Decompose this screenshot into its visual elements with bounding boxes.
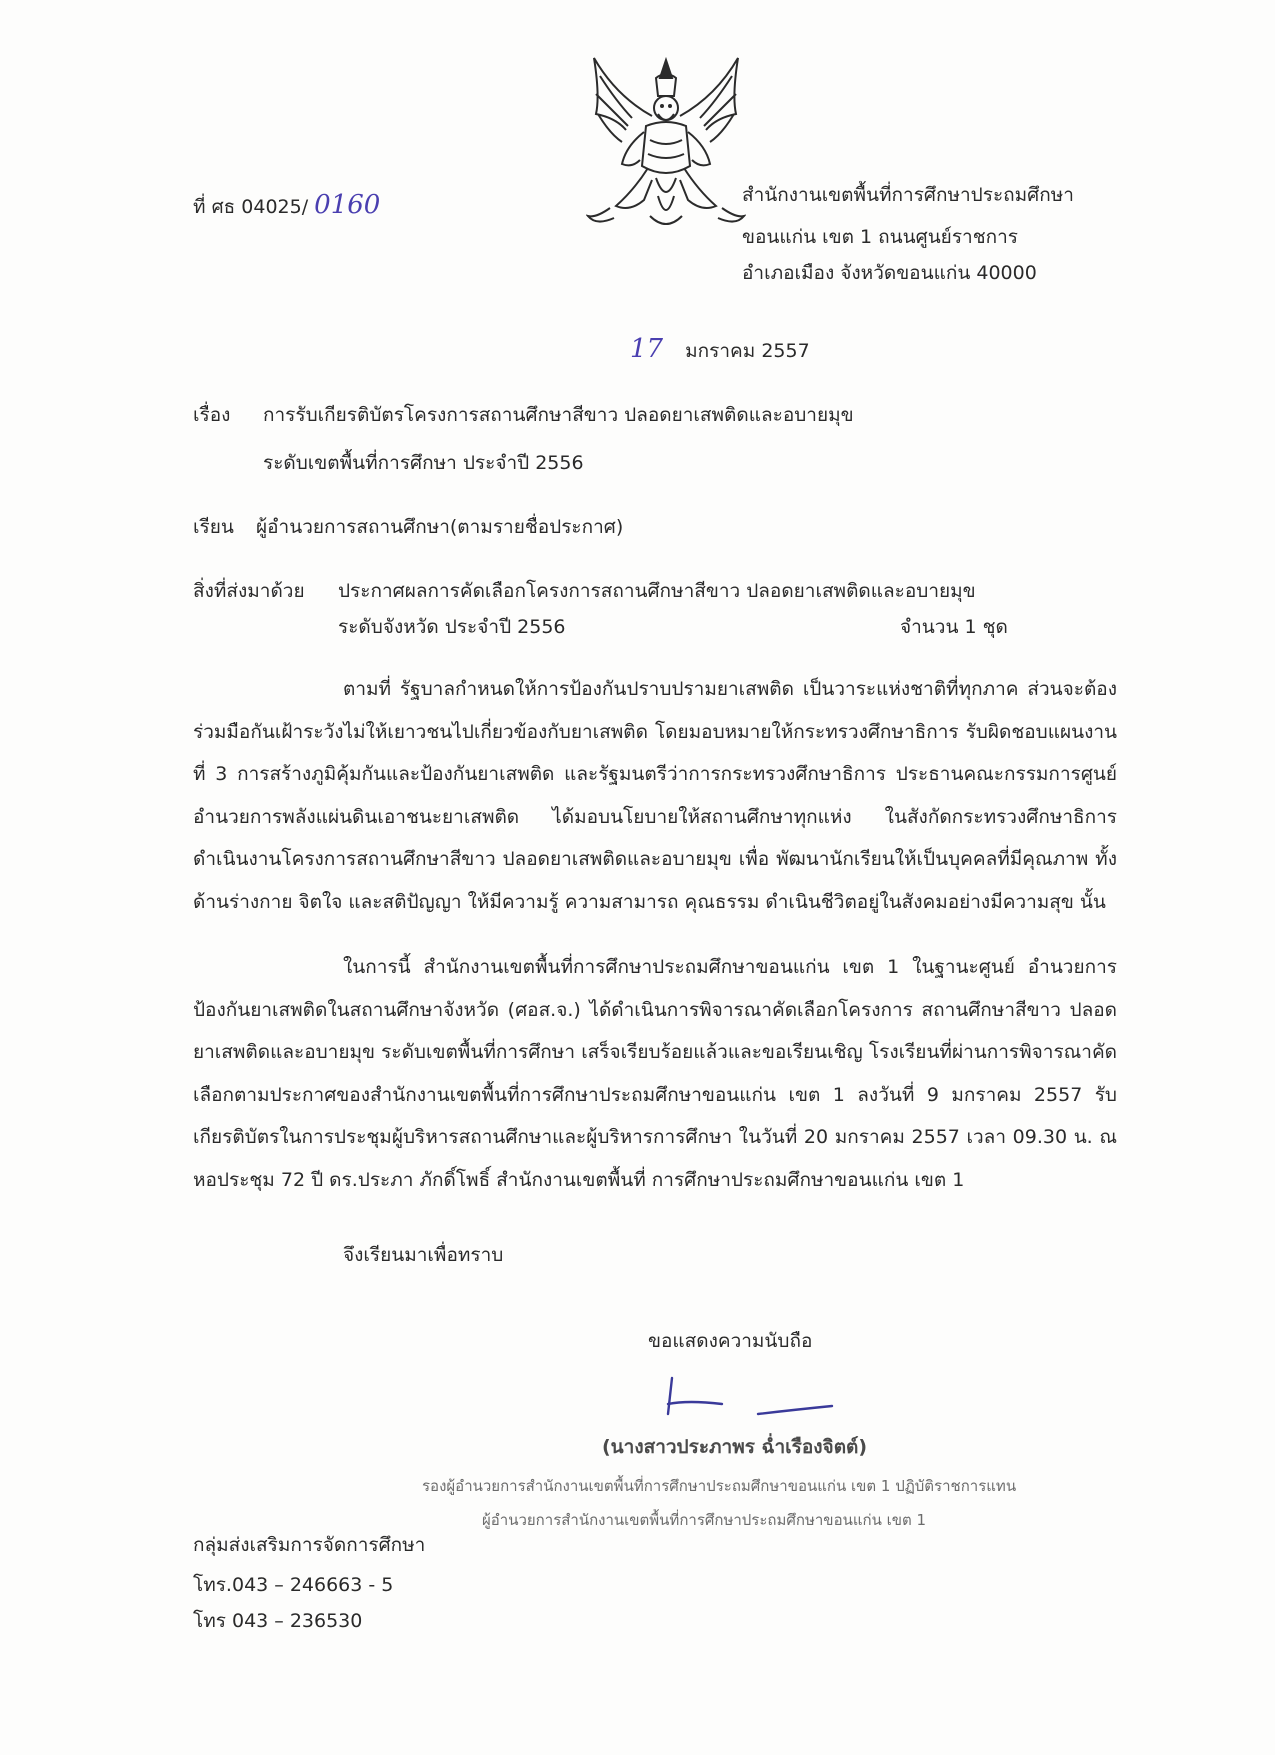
subject-line-1: การรับเกียรติบัตรโครงการสถานศึกษาสีขาว ปลอดยาเสพติดและอบายมุข — [263, 404, 854, 426]
signer-title-line-2: ผู้อำนวยการสำนักงานเขตพื้นที่การศึกษาประถมศึกษาขอนแก่น เขต 1 — [482, 1511, 927, 1529]
date-month-year: มกราคม 2557 — [685, 340, 810, 362]
sender-address-line-2: ขอนแก่น เขต 1 ถนนศูนย์ราชการ — [742, 226, 1018, 248]
phone-1: โทร.043 – 246663 - 5 — [193, 1574, 394, 1596]
garuda-emblem — [586, 56, 746, 234]
sender-address-line-1: สำนักงานเขตพื้นที่การศึกษาประถมศึกษา — [742, 184, 1074, 206]
to-recipient: ผู้อำนวยการสถานศึกษา(ตามรายชื่อประกาศ) — [256, 516, 624, 538]
date-day-handwritten: 17 — [630, 334, 664, 364]
body-paragraph-2 — [193, 946, 1117, 1201]
reference-handwritten: 0160 — [314, 190, 381, 220]
phone-2: โทร 043 – 236530 — [193, 1610, 363, 1632]
closing-line: จึงเรียนมาเพื่อทราบ — [343, 1244, 504, 1266]
subject-line-2: ระดับเขตพื้นที่การศึกษา ประจำปี 2556 — [263, 452, 584, 474]
to-label: เรียน — [193, 516, 234, 538]
enclosure-line-1: ประกาศผลการคัดเลือกโครงการสถานศึกษาสีขาว ปลอดยาเสพติดและอบายมุข — [338, 580, 976, 602]
sender-address-line-3: อำเภอเมือง จังหวัดขอนแก่น 40000 — [742, 262, 1037, 284]
enclosure-line-2: ระดับจังหวัด ประจำปี 2556 — [338, 616, 566, 638]
enclosure-label: สิ่งที่ส่งมาด้วย — [193, 580, 305, 602]
signer-title-line-1: รองผู้อำนวยการสำนักงานเขตพื้นที่การศึกษาประถมศึกษาขอนแก่น เขต 1 ปฏิบัติราชการแทน — [422, 1477, 1017, 1495]
handwritten-signature — [652, 1370, 838, 1420]
paragraph-1-text: ตามที่ รัฐบาลกำหนดให้การป้องกันปราบปรามยาเสพติด เป็นวาระแห่งชาติที่ทุกภาค ส่วนจะต้องร่วมมือกันเฝ้าระวังไม่ให้เยาวชนไปเกี่ยวข้องกับยาเสพติด โดยมอบหมายให้กระทรวงศึกษาธิการ รับผิดชอบแผนงาน ที่ 3 การสร้างภูมิคุ้มกันและป้องกันยาเสพติด และรัฐมนตรีว่าการกระทรวงศึกษาธิการ ประธานคณะกรรมการศูนย์อำนวยการพลังแผ่นดินเอาชนะยาเสพติด ได้มอบนโยบายให้สถานศึกษาทุกแห่ง ในสังกัดกระทรวงศึกษาธิการ ดำเนินงานโครงการสถานศึกษาสีขาว ปลอดยาเสพติดและอบายมุข เพื่อ พัฒนานักเรียนให้เป็นบุคคลที่มีคุณภาพ ทั้งด้านร่างกาย จิตใจ และสติปัญญา ให้มีความรู้ ความสามารถ คุณธรรม ดำเนินชีวิตอยู่ในสังคมอย่างมีความสุข นั้น — [193, 678, 1117, 913]
enclosure-quantity: จำนวน 1 ชุด — [900, 616, 1008, 638]
department: กลุ่มส่งเสริมการจัดการศึกษา — [193, 1534, 426, 1556]
reference-number — [193, 190, 380, 221]
body-paragraph-1 — [193, 668, 1117, 923]
signer-name: (นางสาวประภาพร ฉ่ำเรืองจิตต์) — [602, 1436, 868, 1458]
paragraph-2-text: ในการนี้ สำนักงานเขตพื้นที่การศึกษาประถมศึกษาขอนแก่น เขต 1 ในฐานะศูนย์ อำนวยการป้องกันยาเสพติดในสถานศึกษาจังหวัด (ศอส.จ.) ได้ดำเนินการพิจารณาคัดเลือกโครงการ สถานศึกษาสีขาว ปลอดยาเสพติดและอบายมุข ระดับเขตพื้นที่การศึกษา เสร็จเรียบร้อยแล้วและขอเรียนเชิญ โรงเรียนที่ผ่านการพิจารณาคัดเลือกตามประกาศของสำนักงานเขตพื้นที่การศึกษาประถมศึกษาขอนแก่น เขต 1 ลงวันที่ 9 มกราคม 2557 รับเกียรติบัตรในการประชุมผู้บริหารสถานศึกษาและผู้บริหารการศึกษา ในวันที่ 20 มกราคม 2557 เวลา 09.30 น. ณ หอประชุม 72 ปี ดร.ประภา ภักดิ์โพธิ์ สำนักงานเขตพื้นที่ การศึกษาประถมศึกษาขอนแก่น เขต 1 — [193, 956, 1117, 1191]
subject-label: เรื่อง — [193, 404, 231, 426]
reference-label: ที่ ศธ 04025/ — [193, 196, 309, 218]
salutation: ขอแสดงความนับถือ — [648, 1330, 813, 1352]
letter-date — [630, 334, 810, 365]
